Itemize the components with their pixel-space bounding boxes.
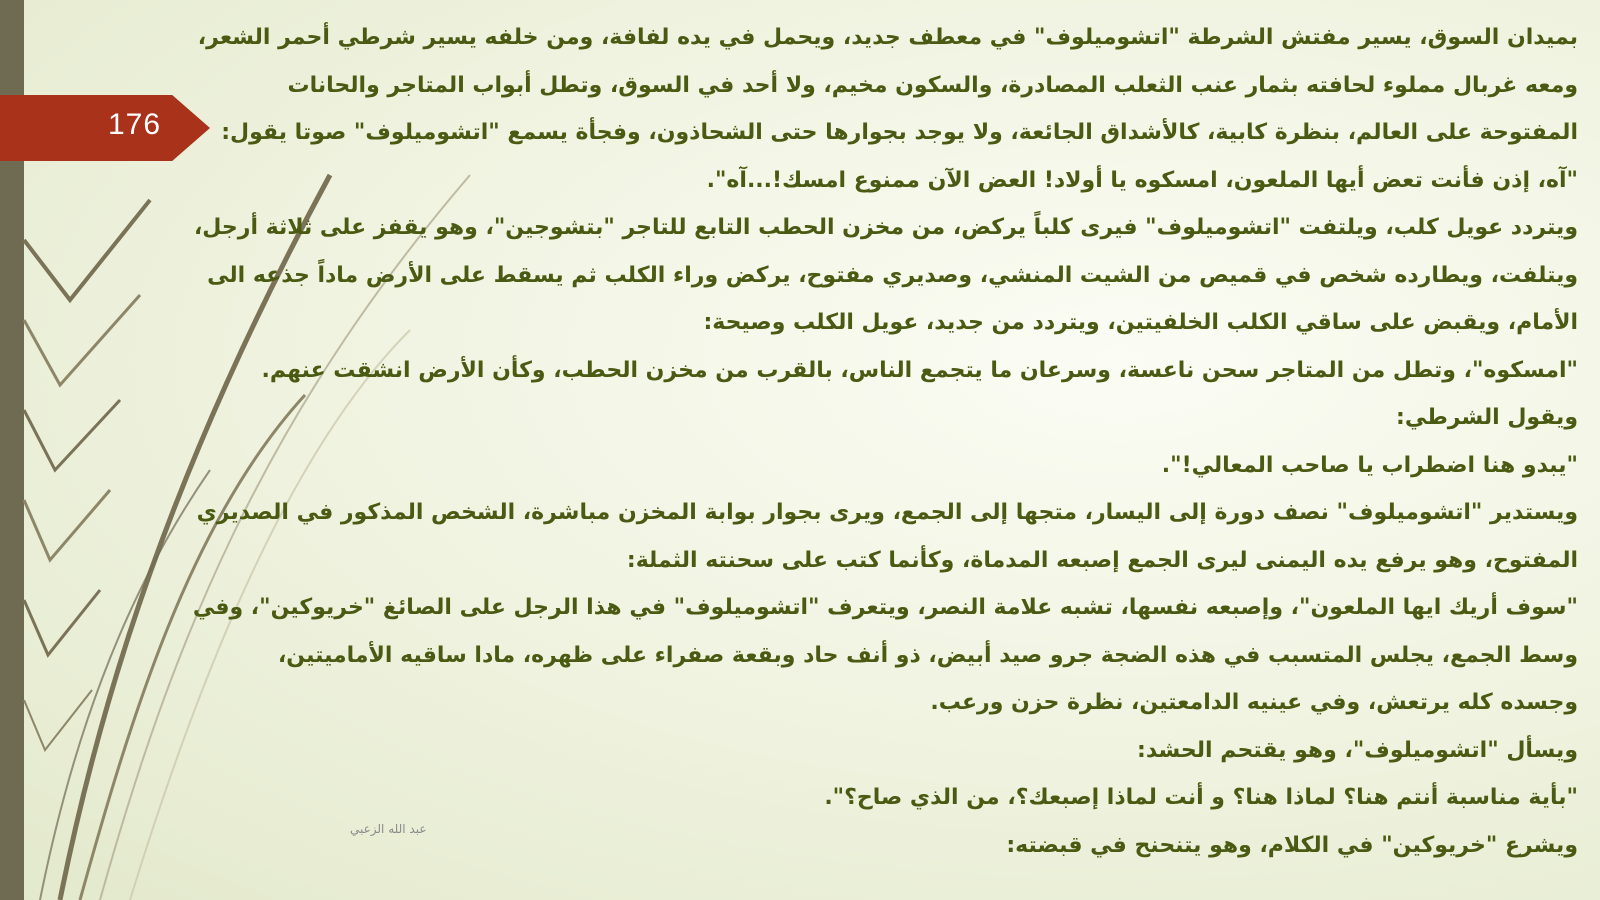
text-line: ويتلفت، ويطارده شخص في قميص من الشيت المنشي، وصديري مفتوح، يركض وراء الكلب ثم يسقط على الأرض ماداً جذعه الى: [207, 262, 1578, 288]
text-line: بميدان السوق، يسير مفتش الشرطة "اتشوميلوف" في معطف جديد، ويحمل في يده لفافة، ومن خلفه يسير شرطي أحمر الشعر،: [197, 25, 1578, 50]
page-number: 176: [108, 108, 162, 141]
text-line: المفتوحة على العالم، بنظرة كابية، كالأشداق الجائعة، ولا يوجد بجوارها حتى الشحاذون، وفجأة يسمع "اتشوميلوف" صوتا يقول:: [221, 120, 1578, 145]
text-line: الأمام، ويقبض على ساقي الكلب الخلفيتين، ويتردد من جديد، عويل الكلب وصيحة:: [703, 310, 1578, 335]
text-line: "بأية مناسبة أنتم هنا؟ لماذا هنا؟ و أنت لماذا إصبعك؟، من الذي صاح؟".: [824, 785, 1578, 810]
text-line: ويشرع "خريوكين" في الكلام، وهو يتنحنح في قبضته:: [1006, 832, 1578, 858]
text-line: ويسأل "اتشوميلوف"، وهو يقتحم الحشد:: [1137, 737, 1578, 763]
text-line: ويتردد عويل كلب، ويلتفت "اتشوميلوف" فيرى كلباً يركض، من مخزن الحطب التابع للتاجر "بتشوجين"، وهو يقفز على ثلاثة أرجل،: [193, 215, 1578, 240]
text-line: "يبدو هنا اضطراب يا صاحب المعالي!".: [1161, 452, 1578, 478]
story-text: [138, 14, 1578, 869]
text-line: ومعه غربال مملوء لحافته بثمار عنب الثعلب المصادرة، والسكون مخيم، ولا أحد في السوق، وتطل أبواب المتاجر والحانات: [287, 72, 1578, 98]
text-line: وسط الجمع، يجلس المتسبب في هذه الضجة جرو صيد أبيض، ذو أنف حاد وبقعة صفراء على ظهره، مادا ساقيه الأماميتين،: [277, 642, 1578, 668]
text-line: ويقول الشرطي:: [1396, 405, 1578, 430]
text-line: وجسده كله يرتعش، وفي عينيه الدامعتين، نظرة حزن ورعب.: [930, 690, 1578, 715]
text-line: "آه، إذن فأنت تعض أيها الملعون، امسكوه يا أولاد! العض الآن ممنوع امسك!...آه".: [706, 167, 1578, 193]
text-line: "سوف أريك ايها الملعون"، وإصبعه نفسها، تشبه علامة النصر، ويتعرف "اتشوميلوف" في هذا الرجل على الصائغ "خريوكين"، وفي: [192, 595, 1578, 620]
text-line: المفتوح، وهو يرفع يده اليمنى ليرى الجمع إصبعه المدماة، وكأنما كتب على سحنته الثملة:: [626, 547, 1578, 573]
author-name: عبد الله الزعبي: [350, 822, 427, 836]
text-line: "امسكوه"، وتطل من المتاجر سحن ناعسة، وسرعان ما يتجمع الناس، بالقرب من مخزن الحطب، وكأن الأرض انشقت عنهم.: [261, 357, 1578, 383]
text-line: ويستدير "اتشوميلوف" نصف دورة إلى اليسار، متجها إلى الجمع، ويرى بجوار بوابة المخزن مباشرة، الشخص المذكور في الصديري: [196, 500, 1578, 525]
